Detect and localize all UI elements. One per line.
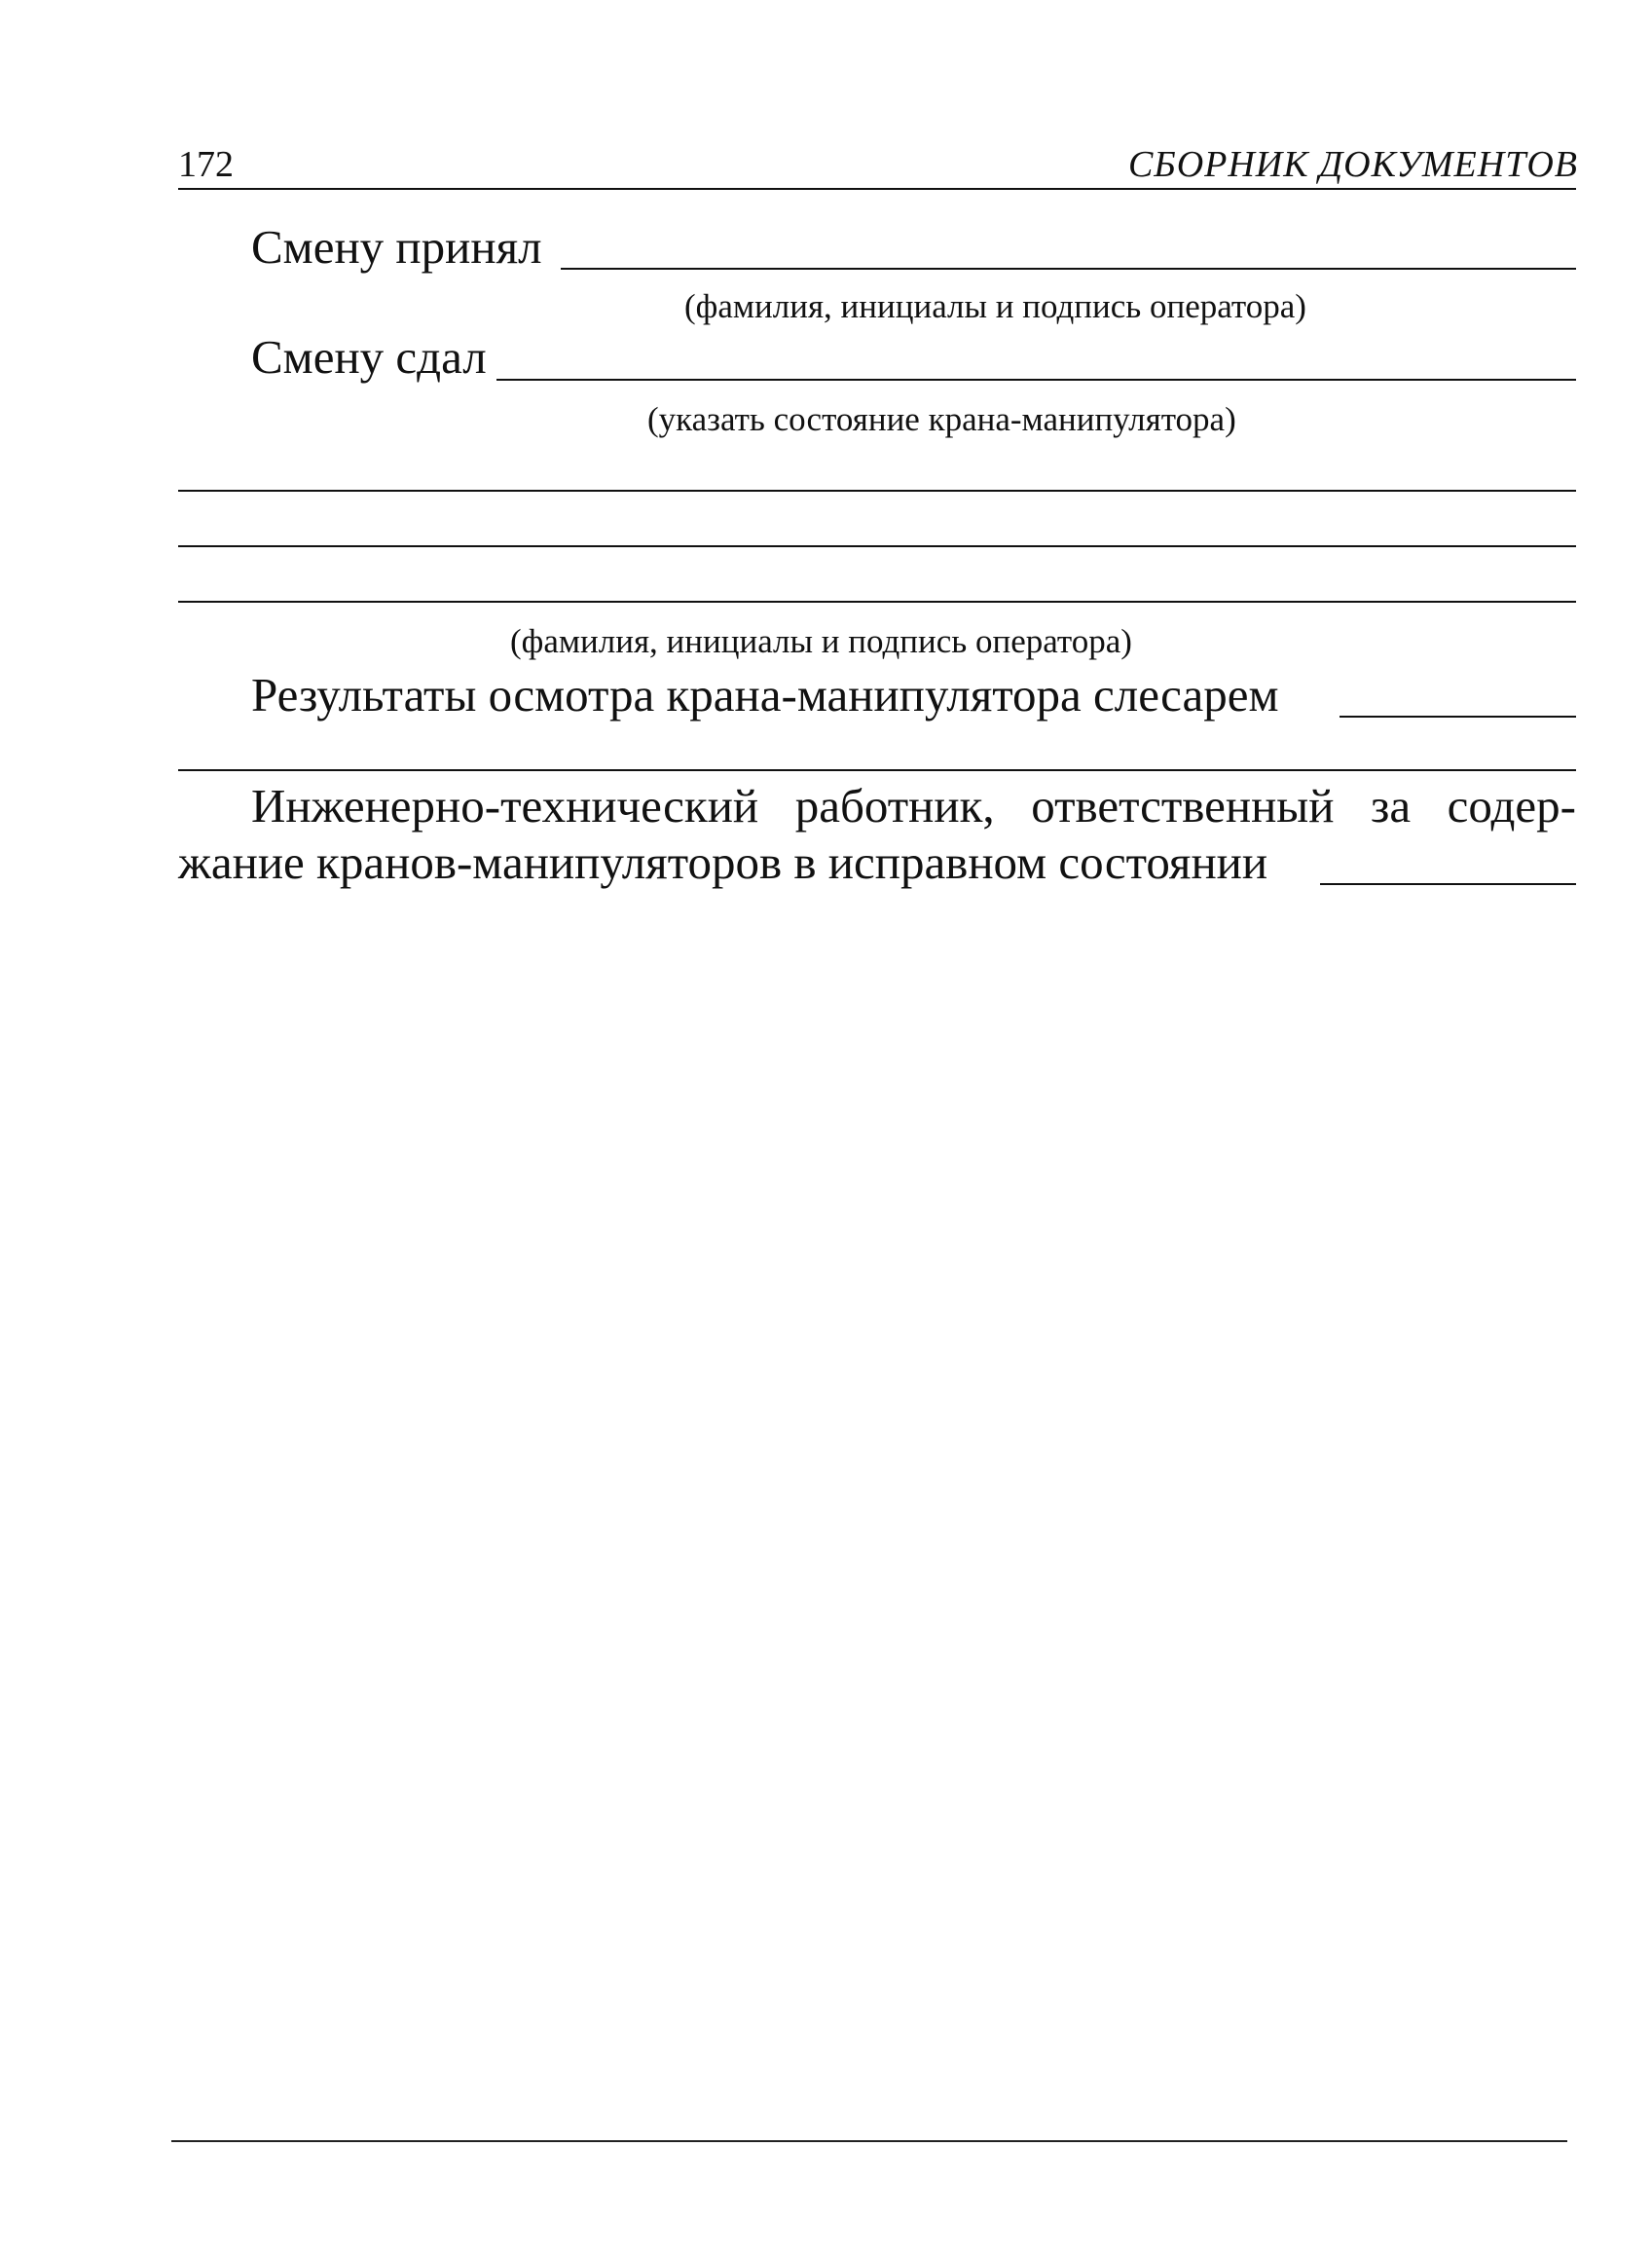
shift-handed-label: Смену сдал bbox=[251, 330, 487, 384]
inspection-results-field[interactable] bbox=[1340, 716, 1576, 718]
shift-handed-field[interactable] bbox=[496, 379, 1576, 381]
header-rule bbox=[178, 188, 1576, 190]
shift-received-label: Смену принял bbox=[251, 220, 542, 274]
crane-state-caption: (указать состояние крана-манипулятора) bbox=[647, 400, 1236, 438]
engineer-paragraph-line-2: жание кранов-манипуляторов в исправном состоянии bbox=[178, 835, 1268, 889]
shift-received-field[interactable] bbox=[561, 268, 1576, 270]
running-title: СБОРНИК ДОКУМЕНТОВ bbox=[1127, 144, 1578, 185]
crane-state-field-line-3[interactable] bbox=[178, 601, 1576, 603]
operator-signature-caption: (фамилия, инициалы и подпись оператора) bbox=[684, 287, 1306, 325]
inspection-results-label: Результаты осмотра крана-манипулятора слесарем bbox=[251, 668, 1279, 722]
operator-signature-caption-2: (фамилия, инициалы и подпись оператора) bbox=[510, 622, 1132, 660]
crane-state-field-line-2[interactable] bbox=[178, 545, 1576, 547]
crane-state-field-line-1[interactable] bbox=[178, 490, 1576, 492]
engineer-signature-field[interactable] bbox=[1320, 883, 1576, 885]
inspection-results-field-line-2[interactable] bbox=[178, 769, 1576, 771]
page-number: 172 bbox=[178, 144, 234, 185]
engineer-paragraph-line-1: Инженерно-технический работник, ответственный за содер- bbox=[251, 779, 1576, 833]
footer-rule bbox=[171, 2140, 1567, 2142]
